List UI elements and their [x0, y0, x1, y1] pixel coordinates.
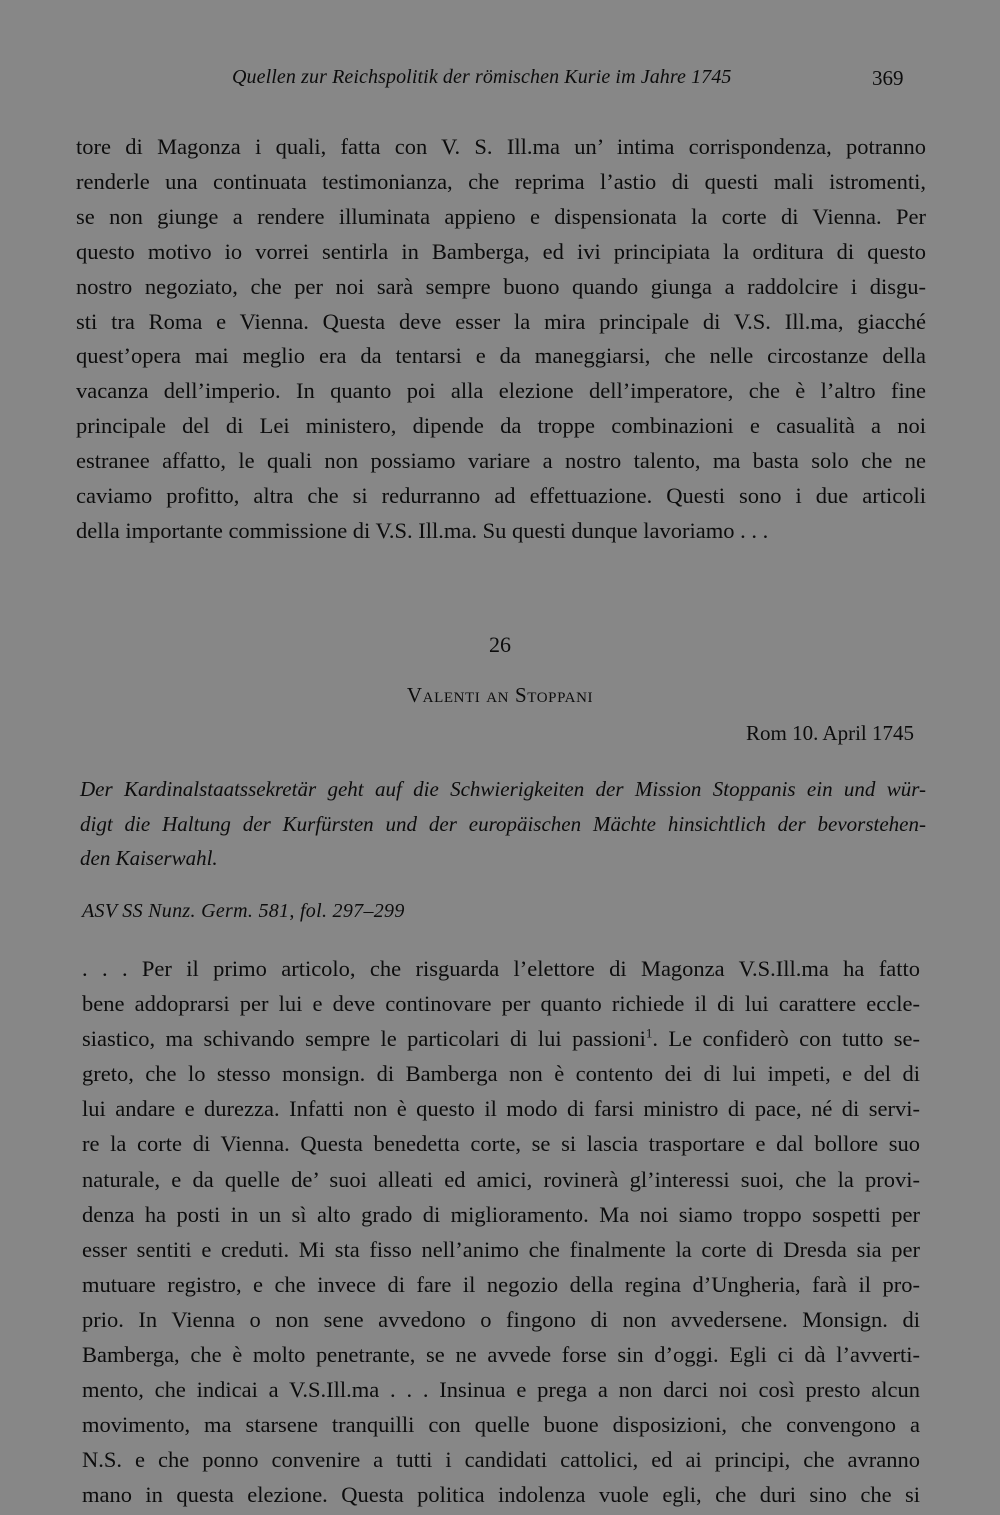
text-line: lui andare e durezza. Infatti non è questo il modo di farsi ministro di pace, né di servi- [82, 1096, 920, 1122]
text-line: mento, che indicai a V.S.Ill.ma . . . Insinua e prega a non darci noi così presto alcun [82, 1377, 920, 1403]
text-line: re la corte di Vienna. Questa benedetta corte, se si lascia trasportare e dal bollore suo [82, 1131, 920, 1157]
text-line: vacanza dell’imperio. In quanto poi alla elezione dell’imperatore, che è l’altro fine [76, 378, 926, 404]
text-line: greto, che lo stesso monsign. di Bamberga non è contento dei di lui impeti, e del di [82, 1061, 920, 1087]
text-line: denza ha posti in un sì alto grado di miglioramento. Ma noi siamo troppo sospetti per [82, 1201, 920, 1227]
summary-line: den Kaiserwahl. [80, 846, 218, 870]
text-line: prio. In Vienna o non sene avvedono o fingono di non avvedersene. Monsign. di [82, 1306, 920, 1332]
document-summary [80, 772, 926, 876]
text-line: esser sentiti e creduti. Mi sta fisso nell’animo che finalmente la corte di Dresda sia per [82, 1236, 920, 1262]
text-line: sti tra Roma e Vienna. Questa deve esser la mira principale di V.S. Ill.ma, giacché [76, 308, 926, 334]
text-line: questo motivo io vorrei sentirla in Bamberga, ed ivi principiata la orditura di questo [76, 238, 926, 264]
text-line: . . . Per il primo articolo, che risguarda l’elettore di Magonza V.S.Ill.ma ha fatto [82, 956, 920, 981]
summary-line: digt die Haltung der Kurfürsten und der europäischen Mächte hinsichtlich der bevorstehen- [80, 811, 926, 836]
text-line: naturale, e da quelle de’ suoi alleati ed amici, rovinerà gl’interessi suoi, che la provi- [82, 1166, 920, 1192]
continuation-paragraph [76, 130, 926, 549]
document-title: Valenti an Stoppani [406, 683, 594, 707]
text-line: renderle una continuata testimonianza, che reprima l’astio di questi mali istromenti, [76, 168, 926, 194]
document-date: Rom 10. April 1745 [745, 721, 914, 745]
footnote-marker: 1 [645, 1025, 653, 1041]
text-line-part: siastico, ma schivando sempre le particolari di lui passioni [82, 1026, 646, 1052]
text-line [82, 1021, 920, 1056]
text-line: quest’opera mai meglio era da tentarsi e da maneggiarsi, che nelle circostanze della [76, 343, 926, 369]
running-header: Quellen zur Reichspolitik der römischen Kurie im Jahre 1745 [232, 66, 732, 88]
text-line: tore di Magonza i quali, fatta con V. S. Ill.ma un’ intima corrispondenza, potranno [76, 134, 926, 159]
text-line: N.S. e che ponno convenire a tutti i candidati cattolici, ed ai principi, che avranno [82, 1447, 920, 1473]
text-line: estranee affatto, le quali non possiamo variare a nostro talento, ma basta solo che ne [76, 448, 926, 474]
text-line: se non giunge a rendere illuminata appieno e dispensionata la corte di Vienna. Per [76, 203, 926, 229]
text-line: mano in questa elezione. Questa politica indolenza vuole egli, che duri sino che si [82, 1482, 920, 1508]
archival-source: ASV SS Nunz. Germ. 581, fol. 297–299 [82, 900, 405, 922]
text-line-part: . Le confiderò con tutto se- [652, 1026, 920, 1052]
text-line: caviamo profitto, altra che si redurranno ad effettuazione. Questi sono i due articoli [76, 483, 926, 509]
text-line: nostro negoziato, che per noi sarà sempre buono quando giunga a raddolcire i disgu- [76, 273, 926, 299]
text-line: mutuare registro, e che invece di fare il negozio della regina d’Ungheria, farà il pro- [82, 1271, 920, 1297]
text-line: bene addoprarsi per lui e deve continovare per quanto richiede il di lui carattere eccle- [82, 991, 920, 1017]
text-line: movimento, ma starsene tranquilli con quelle buone disposizioni, che convengono a [82, 1412, 920, 1438]
page-number: 369 [872, 66, 904, 90]
text-line: principale del di Lei ministero, dipende da troppe combinazioni e casualità a noi [76, 413, 926, 439]
document-number: 26 [489, 632, 511, 657]
summary-line: Der Kardinalstaatssekretär geht auf die Schwierigkeiten der Mission Stoppanis ein und wür- [80, 777, 926, 801]
text-line: Bamberga, che è molto penetrante, se ne avvede forse sin d’oggi. Egli ci dà l’avverti- [82, 1342, 920, 1368]
text-line: della importante commissione di V.S. Ill.ma. Su questi dunque lavoriamo . . . [76, 517, 769, 543]
document-text [82, 951, 920, 1513]
